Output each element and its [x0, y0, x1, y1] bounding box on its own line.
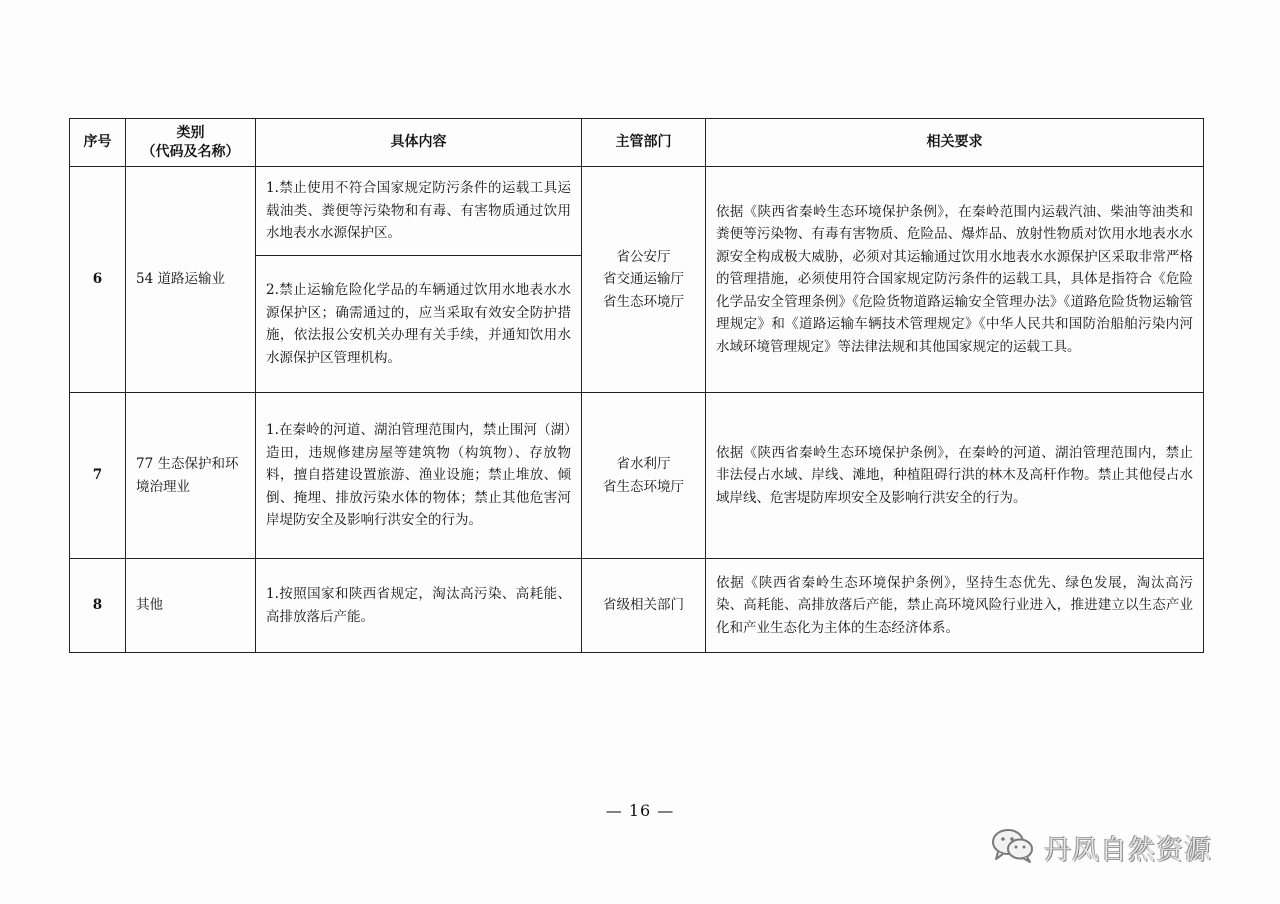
row-department: 省公安厅 省交通运输厅 省生态环境厅	[582, 167, 706, 393]
wechat-icon	[990, 826, 1036, 868]
header-no: 序号	[70, 119, 126, 167]
row-category: 其他	[126, 559, 256, 653]
row-number: 8	[70, 559, 126, 653]
row-number: 7	[70, 393, 126, 559]
page-number: — 16 —	[605, 801, 675, 820]
header-dept: 主管部门	[582, 119, 706, 167]
row-requirement: 依据《陕西省秦岭生态环境保护条例》，在秦岭的河道、湖泊管理范围内，禁止非法侵占水域、岸线、滩地，种植阻碍行洪的林木及高杆作物。禁止其他侵占水域岸线、危害堤防库坝安全及影响行洪安全的行为。	[706, 393, 1204, 559]
table-header-row	[70, 119, 1204, 167]
row-requirement: 依据《陕西省秦岭生态环境保护条例》，坚持生态优先、绿色发展，淘汰高污染、高耗能、高排放落后产能，禁止高环境风险行业进入，推进建立以生态产业化和产业生态化为主体的生态经济体系。	[706, 559, 1204, 653]
header-category	[126, 119, 256, 167]
table-row	[70, 167, 1204, 393]
table-row	[70, 559, 1204, 653]
table-row	[70, 393, 1204, 559]
row-number: 6	[70, 167, 126, 393]
header-category-line2: （代码及名称）	[141, 143, 240, 160]
header-category-line1: 类别	[176, 124, 205, 141]
watermark-text: 丹凤自然资源	[1044, 834, 1212, 866]
row-category: 54 道路运输业	[126, 167, 256, 393]
content-item-text: 2.禁止运输危险化学品的车辆通过饮用水地表水水源保护区；确需通过的，应当采取有效安全防护措施，依法报公安机关办理有关手续，并通知饮用水水源保护区管理机构。	[266, 282, 571, 366]
content-item-text: 1.按照国家和陕西省规定，淘汰高污染、高耗能、高排放落后产能。	[266, 586, 571, 625]
regulation-table	[69, 118, 1204, 653]
header-requirement: 相关要求	[706, 119, 1204, 167]
content-item	[256, 167, 581, 255]
row-department: 省级相关部门	[582, 559, 706, 653]
content-item	[256, 255, 581, 392]
header-content: 具体内容	[256, 119, 582, 167]
content-item-text: 1.在秦岭的河道、湖泊管理范围内，禁止围河（湖）造田，违规修建房屋等建筑物（构筑物）、存放物料，擅自搭建设置旅游、渔业设施；禁止堆放、倾倒、掩埋、排放污染水体的物体；禁止其他危害河岸堤防安全及影响行洪安全的行为。	[266, 422, 571, 529]
row-content	[256, 167, 582, 393]
row-content	[256, 393, 582, 559]
row-content	[256, 559, 582, 653]
row-requirement: 依据《陕西省秦岭生态环境保护条例》，在秦岭范围内运载汽油、柴油等油类和粪便等污染物、有毒有害物质、危险品、爆炸品、放射性物质对饮用水地表水水源安全构成极大威胁，必须对其运输通过饮用水地表水水源保护区采取非常严格的管理措施，必须使用符合国家规定防污条件的运载工具，具体是指符合《危险化学品安全管理条例》《危险货物道路运输安全管理办法》《道路危险货物运输管理规定》和《道路运输车辆技术管理规定》《中华人民共和国防治船舶污染内河水域环境管理规定》等法律法规和其他国家规定的运载工具。	[706, 167, 1204, 393]
row-department: 省水利厅 省生态环境厅	[582, 393, 706, 559]
content-item-text: 1.禁止使用不符合国家规定防污条件的运载工具运载油类、粪便等污染物和有毒、有害物质通过饮用水地表水水源保护区。	[266, 180, 571, 242]
row-category: 77 生态保护和环境治理业	[126, 393, 256, 559]
watermark	[990, 826, 1212, 868]
